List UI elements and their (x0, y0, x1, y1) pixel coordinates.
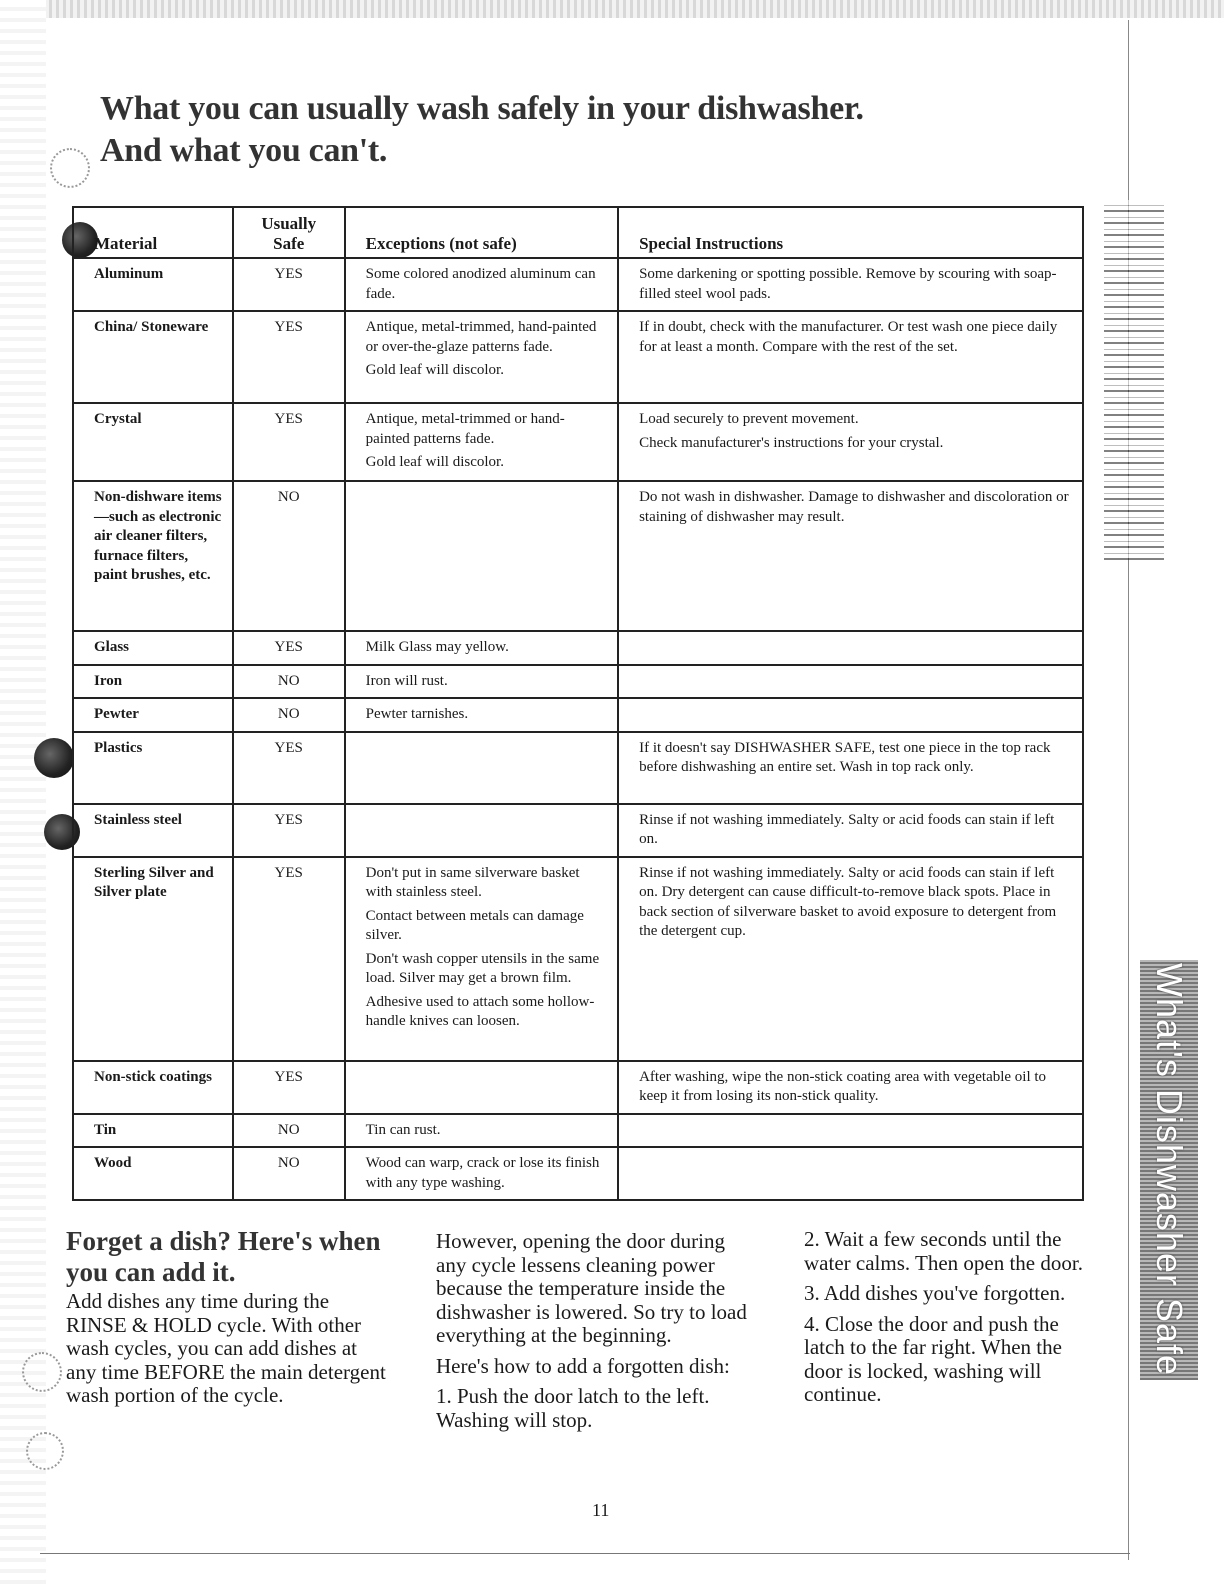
table-row (73, 804, 1083, 857)
table-row (73, 1061, 1083, 1114)
material-cell: China/ Stoneware (73, 311, 233, 403)
material-cell: Iron (73, 665, 233, 699)
exception-text: Gold leaf will discolor. (365, 454, 504, 470)
header-usually-safe (233, 207, 345, 258)
forget-dish-heading: Forget a dish? Here's when you can add it. (66, 1226, 381, 1287)
material-cell: Stainless steel (73, 804, 233, 857)
header-special-instructions: Special Instructions (618, 207, 1083, 258)
body-paragraph: 2. Wait a few seconds until the water calms. Then open the door. (804, 1227, 1083, 1275)
exceptions-cell (345, 258, 618, 311)
usually-safe-cell: NO (233, 1114, 345, 1148)
header-material: Material (73, 207, 233, 258)
header-usually-safe-line1: Usually (261, 214, 317, 233)
instructions-cell (618, 481, 1083, 631)
usually-safe-cell: NO (233, 665, 345, 699)
instructions-cell (618, 1147, 1083, 1200)
body-paragraph: Here's how to add a forgotten dish: (436, 1353, 730, 1378)
usually-safe-cell: YES (233, 804, 345, 857)
instructions-cell (618, 403, 1083, 481)
exceptions-cell (345, 631, 618, 665)
exception-text: Some colored anodized aluminum can fade. (365, 266, 596, 302)
material-cell: Crystal (73, 403, 233, 481)
material-cell: Aluminum (73, 258, 233, 311)
body-paragraph: 3. Add dishes you've forgotten. (804, 1281, 1066, 1305)
instruction-text: Some darkening or spotting possible. Remove by scouring with soap-filled steel wool pads. (639, 266, 1057, 302)
material-cell: Tin (73, 1114, 233, 1148)
header-exceptions: Exceptions (not safe) (345, 207, 618, 258)
instruction-text: Rinse if not washing immediately. Salty or acid foods can stain if left on. Dry detergent can cause difficult-to-remove black spots. Place in back section of silverware basket to avoid exposure to detergent from the detergent cup. (639, 864, 1057, 939)
body-paragraph: 1. Push the door latch to the left. Washing will stop. (436, 1384, 710, 1432)
bleed-through-strip (1104, 200, 1164, 560)
table-row (73, 631, 1083, 665)
table-header-row (73, 207, 1083, 258)
exceptions-cell (345, 665, 618, 699)
table-row (73, 857, 1083, 1061)
exceptions-cell (345, 698, 618, 732)
side-tab-label: What's Dishwasher Safe (1149, 963, 1190, 1377)
instructions-cell (618, 732, 1083, 804)
punch-hole-icon (50, 148, 90, 188)
instructions-cell (618, 698, 1083, 732)
usually-safe-cell: YES (233, 1061, 345, 1114)
body-paragraph: 4. Close the door and push the latch to the far right. When the door is locked, washing will continue. (804, 1311, 1062, 1406)
exceptions-cell (345, 857, 618, 1061)
scanned-page-edge (0, 0, 1224, 18)
body-paragraph: However, opening the door during any cycle lessens cleaning power because the temperature inside the dishwasher is lowered. So try to load everything at the beginning. (436, 1229, 747, 1347)
exception-text: Wood can warp, crack or lose its finish with any type washing. (365, 1155, 600, 1191)
table-row (73, 698, 1083, 732)
exception-text: Milk Glass may yellow. (365, 639, 509, 655)
exception-text: Don't wash copper utensils in the same load. Silver may get a brown film. (365, 950, 600, 986)
exceptions-cell (345, 481, 618, 631)
exception-text: Tin can rust. (365, 1121, 441, 1138)
exception-text: Adhesive used to attach some hollow-handle knives can loosen. (365, 993, 595, 1029)
instructions-cell (618, 311, 1083, 403)
exceptions-cell (345, 403, 618, 481)
exceptions-cell (345, 1114, 618, 1148)
punch-hole-icon (34, 738, 74, 778)
forget-column-3 (804, 1228, 1104, 1414)
exception-text: Antique, metal-trimmed or hand-painted patterns fade. (365, 411, 565, 447)
usually-safe-cell: NO (233, 1147, 345, 1200)
table-row (73, 1147, 1083, 1200)
forget-column-2 (436, 1230, 756, 1439)
material-cell: Pewter (73, 698, 233, 732)
material-cell: Glass (73, 631, 233, 665)
usually-safe-cell: YES (233, 857, 345, 1061)
exception-text: Don't put in same silverware basket with stainless steel. (365, 864, 580, 900)
usually-safe-cell: NO (233, 698, 345, 732)
table-body (73, 258, 1083, 1200)
table-row (73, 403, 1083, 481)
page-number: 11 (592, 1500, 610, 1520)
instructions-cell (618, 1114, 1083, 1148)
usually-safe-cell: YES (233, 403, 345, 481)
table-row (73, 311, 1083, 403)
table-row (73, 1114, 1083, 1148)
exceptions-cell (345, 732, 618, 804)
usually-safe-cell: YES (233, 258, 345, 311)
table-row (73, 732, 1083, 804)
usually-safe-cell: YES (233, 631, 345, 665)
usually-safe-cell: YES (233, 311, 345, 403)
instruction-text: Rinse if not washing immediately. Salty or acid foods can stain if left on. (639, 811, 1055, 847)
side-section-tab (1140, 960, 1198, 1380)
material-cell: Non-dishware items—such as electronic air cleaner filters, furnace filters, paint brushes, etc. (73, 481, 233, 631)
instruction-text: If it doesn't say DISHWASHER SAFE, test one piece in the top rack before dishwashing an entire set. Wash in top rack only. (639, 739, 1051, 775)
exception-text: Antique, metal-trimmed, hand-painted or over-the-glaze patterns fade. (365, 319, 597, 355)
table-row (73, 258, 1083, 311)
title-line-2: And what you can't. (100, 132, 388, 169)
material-cell: Plastics (73, 732, 233, 804)
instructions-cell (618, 631, 1083, 665)
title-line-1: What you can usually wash safely in your dishwasher. (100, 90, 864, 127)
instruction-text: After washing, wipe the non-stick coating area with vegetable oil to keep it from losing its non-stick quality. (639, 1068, 1047, 1104)
exceptions-cell (345, 311, 618, 403)
page-border-bottom (40, 1553, 1130, 1554)
forget-column-1 (66, 1290, 386, 1415)
instruction-text: Load securely to prevent movement. (639, 411, 859, 427)
instruction-text: If in doubt, check with the manufacturer. Or test wash one piece daily for at least a month. Compare with the rest of the set. (639, 319, 1058, 355)
material-cell: Sterling Silver and Silver plate (73, 857, 233, 1061)
material-cell: Wood (73, 1147, 233, 1200)
exceptions-cell (345, 1147, 618, 1200)
punch-hole-icon (22, 1352, 62, 1392)
usually-safe-cell: NO (233, 481, 345, 631)
instruction-text: Do not wash in dishwasher. Damage to dishwasher and discoloration or staining of dishwasher may result. (639, 489, 1069, 525)
exceptions-cell (345, 804, 618, 857)
exception-text: Gold leaf will discolor. (365, 362, 504, 378)
instruction-text: Check manufacturer's instructions for your crystal. (639, 434, 944, 451)
punch-hole-icon (26, 1432, 64, 1470)
page-title (100, 88, 1000, 172)
table-row (73, 481, 1083, 631)
dishwasher-safety-table (72, 206, 1084, 1201)
usually-safe-cell: YES (233, 732, 345, 804)
body-paragraph: Add dishes any time during the RINSE & HOLD cycle. With other wash cycles, you can add dishes at any time BEFORE the main detergent wash portion of the cycle. (66, 1289, 386, 1407)
instructions-cell (618, 1061, 1083, 1114)
exceptions-cell (345, 1061, 618, 1114)
exception-text: Pewter tarnishes. (365, 706, 469, 722)
exception-text: Contact between metals can damage silver. (365, 907, 584, 943)
instructions-cell (618, 857, 1083, 1061)
scanned-left-margin (0, 0, 46, 1584)
header-usually-safe-line2: Safe (273, 233, 305, 253)
exception-text: Iron will rust. (365, 672, 448, 689)
instructions-cell (618, 258, 1083, 311)
instructions-cell (618, 665, 1083, 699)
instructions-cell (618, 804, 1083, 857)
table-row (73, 665, 1083, 699)
material-cell: Non-stick coatings (73, 1061, 233, 1114)
